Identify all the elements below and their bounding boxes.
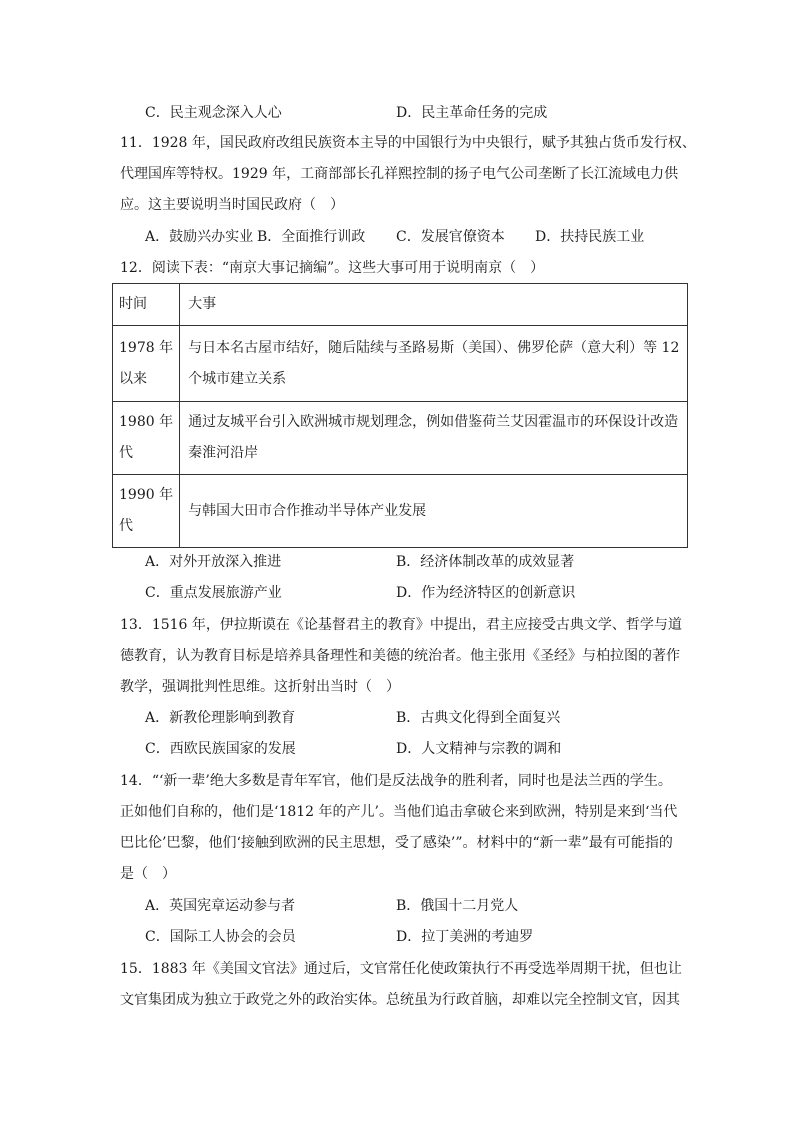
row-time-line: 1978 年 <box>119 339 174 356</box>
q10-option-c[interactable]: C．民主观念深入人心 <box>145 105 282 121</box>
q12-option-c[interactable]: C．重点发展旅游产业 <box>145 585 282 601</box>
q11-option-b[interactable]: B．全面推行训政 <box>257 229 366 245</box>
q14-line-4: 是（ ） <box>120 866 176 882</box>
q10-option-d[interactable]: D．民主革命任务的完成 <box>396 105 548 121</box>
q11-line-2: 代理国库等特权。1929 年，工商部部长孔祥熙控制的扬子电气公司垄断了长江流域电力供 <box>120 166 679 182</box>
row-time-line: 代 <box>119 445 133 461</box>
row-time-line: 代 <box>119 518 133 534</box>
q14-option-a[interactable]: A．英国宪章运动参与者 <box>145 898 296 914</box>
q12-option-d[interactable]: D．作为经济特区的创新意识 <box>396 585 576 601</box>
q11-line-3: 应。这主要说明当时国民政府（ ） <box>120 197 344 213</box>
q15-line-2: 文官集团成为独立于政党之外的政治实体。总统虽为行政首脑，却难以完全控制文官，因其 <box>120 992 680 1008</box>
q14-options-row-1 <box>145 896 685 916</box>
row-time-line: 以来 <box>119 370 147 387</box>
row-event-line: 与日本名古屋市结好，随后陆续与圣路易斯（美国）、佛罗伦萨（意大利）等 12 <box>188 339 680 356</box>
q14-line-3: 巴比伦’巴黎，他们‘接触到欧洲的民主思想，受了感染’”。材料中的“新一辈”最有可能指的 <box>120 835 673 851</box>
q13-option-c[interactable]: C．西欧民族国家的发展 <box>145 741 296 757</box>
header-event: 大事 <box>180 284 688 326</box>
header-time: 时间 <box>113 284 180 326</box>
q14-option-d[interactable]: D．拉丁美洲的考迪罗 <box>396 929 534 945</box>
q11-line-1: 11．1928 年，国民政府改组民族资本主导的中国银行为中央银行，赋予其独占货币发行权、 <box>120 135 696 151</box>
q13-options-row-2 <box>145 739 685 759</box>
q14-option-c[interactable]: C．国际工人协会的会员 <box>145 929 296 945</box>
table-row <box>113 475 688 548</box>
q14-stem <box>120 766 682 890</box>
q14-option-b[interactable]: B．俄国十二月党人 <box>396 898 519 914</box>
q13-line-2: 德教育，认为教育目标是培养具备理性和美德的统治者。他主张用《圣经》与柏拉图的著作 <box>120 648 680 664</box>
row-time-line: 1980 年 <box>119 414 174 430</box>
row-time-line: 1990 年 <box>119 487 174 503</box>
q11-option-c[interactable]: C．发展官僚资本 <box>396 229 505 245</box>
row-time <box>113 402 180 475</box>
row-event <box>180 402 688 475</box>
q15-line-1: 15．1883 年《美国文官法》通过后，文官常任化使政策执行不再受选举周期干扰，但也让 <box>120 961 682 977</box>
q11-stem <box>120 128 696 221</box>
row-event-line: 与韩国大田市合作推动半导体产业发展 <box>188 502 427 519</box>
q13-option-a[interactable]: A．新教伦理影响到教育 <box>145 710 296 726</box>
q13-option-d[interactable]: D．人文精神与宗教的调和 <box>396 741 562 757</box>
row-event <box>180 326 688 402</box>
q13-line-3: 教学，强调批判性思维。这折射出当时（ ） <box>120 679 400 695</box>
q12-option-b[interactable]: B．经济体制改革的成效显著 <box>396 554 575 570</box>
q13-option-b[interactable]: B．古典文化得到全面复兴 <box>396 710 561 726</box>
row-event-line: 通过友城平台引入欧洲城市规划理念，例如借鉴荷兰艾因霍温市的环保设计改造 <box>188 414 679 430</box>
q14-options-row-2 <box>145 927 685 947</box>
q14-line-1: 14．“‘新一辈’绝大多数是青年军官，他们是反法战争的胜利者，同时也是法兰西的学生。 <box>120 773 672 789</box>
q15-stem <box>120 954 682 1016</box>
q11-option-d[interactable]: D．扶持民族工业 <box>535 229 645 245</box>
q11-option-a[interactable]: A．鼓励兴办实业 <box>145 229 254 245</box>
row-time <box>113 475 180 548</box>
row-event-line: 秦淮河沿岸 <box>188 445 259 461</box>
row-time <box>113 326 180 402</box>
row-event-line: 个城市建立关系 <box>188 370 287 387</box>
q10-options <box>145 103 685 123</box>
q13-options-row-1 <box>145 708 685 728</box>
q12-options-row-2 <box>145 583 685 603</box>
q14-line-2: 正如他们自称的，他们是‘1812 年的产儿’。当他们追击拿破仑来到欧洲，特别是来到‘当代 <box>120 804 678 820</box>
q12-stem: 12．阅读下表：“南京大事记摘编”。这些大事可用于说明南京（ ） <box>120 260 545 276</box>
q13-line-1: 13．1516 年，伊拉斯谟在《论基督君主的教育》中提出，君主应接受古典文学、哲学与道 <box>120 617 682 633</box>
events-table <box>112 283 688 548</box>
table-row <box>113 402 688 475</box>
q12-option-a[interactable]: A．对外开放深入推进 <box>145 554 282 570</box>
table-header-row <box>113 284 688 326</box>
q13-stem <box>120 610 682 703</box>
table-row <box>113 326 688 402</box>
q11-options <box>145 227 685 247</box>
q12-options-row-1 <box>145 552 685 572</box>
row-event <box>180 475 688 548</box>
